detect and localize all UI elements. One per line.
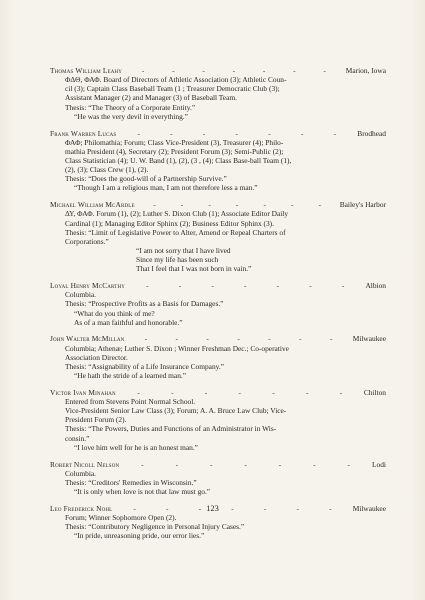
detail-line: President Forum (2).	[65, 415, 127, 425]
entry-heading	[50, 281, 386, 290]
page-number: 123	[206, 503, 219, 513]
leader-dashes	[116, 388, 364, 397]
dash: -	[305, 387, 309, 397]
dash: -	[263, 200, 266, 210]
dash: -	[299, 334, 302, 344]
dash: -	[231, 503, 234, 513]
detail-line: Thesis: “Prospective Profits as a Basis for Damages.”	[65, 299, 224, 309]
dash: -	[175, 459, 179, 469]
entry-heading	[50, 460, 386, 469]
dash: -	[272, 387, 275, 397]
hometown: Milwaukee	[352, 334, 386, 344]
dash: -	[209, 459, 213, 469]
entry-details	[50, 513, 386, 531]
detail-line: Thesis: “Assignability of a Life Insurance Company.”	[65, 361, 224, 371]
detail-line: Vice-President Senior Law Class (3); Forum; A. A. Bruce Law Club; Vice-	[65, 406, 287, 416]
student-name: Loyal Henry McCarthy	[50, 281, 125, 291]
detail-line: consin.”	[65, 433, 90, 443]
student-name: John Walter McMillan	[50, 334, 125, 344]
student-name: Frank Warren Lucas	[50, 128, 117, 138]
leader-dashes	[135, 200, 340, 209]
student-name: Thomas William Leahy	[50, 66, 123, 75]
student-name: Robert Nicoll Nelson	[50, 459, 120, 469]
dash: -	[175, 334, 178, 344]
dash: -	[208, 200, 211, 210]
motto-quote: As of a man faithful and honorable.”	[74, 317, 183, 327]
motto-quote: That I feel that I was not born in vain.”	[136, 264, 252, 274]
leader-dashes	[125, 281, 365, 290]
motto-quote: “What do you think of me?	[74, 308, 155, 318]
detail-line: Thesis: “Creditors' Remedies in Wisconsin.”	[65, 477, 197, 487]
entry-details	[50, 290, 386, 308]
dash: -	[137, 128, 140, 138]
motto-quote: “He hath the stride of a learned man.”	[74, 371, 187, 381]
detail-line: mathia President (4), Secretary (2); President Forum (3); Semi-Public (2);	[65, 146, 284, 156]
dash: -	[202, 128, 206, 138]
biography-entry	[50, 129, 386, 193]
detail-line: ΔΥ, ΦΑΦ. Forum (1), (2); Luther S. Dixon Club (1); Associate Editor Daily	[65, 209, 289, 219]
dash: -	[198, 503, 202, 513]
dash: -	[146, 281, 149, 291]
entry-heading	[50, 66, 386, 75]
entry-heading	[50, 388, 386, 397]
dash: -	[170, 128, 173, 138]
detail-line: ΦΔΘ, ΦΑΦ. Board of Directors of Athletic Association (3); Athletic Coun-	[65, 75, 287, 85]
dash: -	[347, 459, 350, 469]
dash: -	[237, 334, 240, 344]
dash: -	[202, 66, 205, 75]
detail-line: Class Statistician (4); U. W. Band (1), (2), (3 , (4); Class Base-ball Team (1),	[65, 156, 292, 165]
dash: -	[232, 66, 236, 75]
student-name: Michael William McArdle	[50, 200, 135, 210]
detail-line: Association Director.	[65, 352, 128, 362]
entry-details	[50, 138, 386, 184]
detail-line: Thesis: “Does the good-will of a Partnership Survive.”	[65, 174, 227, 184]
dash: -	[141, 66, 145, 75]
dash: -	[339, 387, 343, 397]
detail-line: Corporations.”	[65, 236, 109, 246]
biography-entry	[50, 281, 386, 327]
dash: -	[235, 200, 239, 210]
dash: -	[172, 66, 175, 75]
dash: -	[268, 128, 271, 138]
detail-line: Thesis: “The Powers, Duties and Functions of an Administrator in Wis-	[65, 424, 277, 434]
dash: -	[166, 503, 169, 513]
student-name: Victor Ivan Minahan	[50, 387, 116, 397]
entry-details	[50, 397, 386, 443]
detail-line: (2), (3); Class Crew (1), (2).	[65, 165, 149, 175]
hometown: Brodhead	[357, 128, 386, 138]
hometown: Lodi	[372, 459, 386, 469]
dash: -	[153, 200, 156, 210]
dash: -	[329, 503, 332, 513]
detail-line: cil (3); Captain Class Baseball Team (1 ; Treasurer Democratic Club (3);	[65, 84, 280, 94]
detail-line: Assistant Manager (2) and Manager (3) of Baseball Team.	[65, 93, 237, 103]
motto-quote: “It is only when love is not that law must go.”	[74, 486, 211, 496]
entry-details	[50, 469, 386, 487]
dash: -	[268, 334, 271, 344]
motto-quote: “Though I am a religious man, I am not therefore less a man.”	[74, 183, 258, 193]
motto-quote: “I love him well for he is an honest man.”	[74, 442, 198, 452]
dash: -	[243, 281, 247, 291]
entry-details	[50, 209, 386, 246]
hometown: Milwaukee	[352, 503, 386, 513]
detail-line: Thesis: “Contributory Negligence in Personal Injury Cases.”	[65, 522, 245, 532]
dash: -	[293, 66, 296, 75]
entry-details	[50, 344, 386, 371]
dash: -	[235, 128, 239, 138]
biography-entry	[50, 66, 386, 121]
dash: -	[276, 281, 280, 291]
dash: -	[180, 200, 184, 210]
dash: -	[171, 387, 174, 397]
dash: -	[178, 281, 182, 291]
hometown: Albion	[365, 281, 386, 291]
entry-list	[50, 66, 386, 548]
detail-line: Columbia.	[65, 290, 96, 300]
dash: -	[141, 459, 144, 469]
leader-dashes	[119, 460, 372, 469]
biography-entry	[50, 460, 386, 497]
dash: -	[262, 66, 266, 75]
dash: -	[204, 387, 208, 397]
dash: -	[133, 503, 136, 513]
motto-quote: “I am not sorry that I have lived	[136, 246, 231, 255]
detail-line: Cardinal (1); Managing Editor Sphinx (2); Business Editor Sphinx (3).	[65, 218, 274, 228]
student-name: Leo Frederick Nohl	[50, 503, 113, 513]
motto-quote: “In pride, unreasoning pride, our error lies.”	[74, 531, 205, 541]
dash: -	[318, 200, 322, 210]
leader-dashes	[116, 129, 357, 138]
detail-line: ΦΑΦ; Philomathia; Forum; Class Vice-President (3), Treasurer (4); Philo-	[65, 137, 284, 147]
dash: -	[291, 200, 294, 210]
leader-dashes	[124, 334, 352, 343]
dash: -	[341, 281, 345, 291]
dash: -	[323, 66, 326, 75]
dash: -	[313, 459, 316, 469]
dash: -	[333, 128, 337, 138]
detail-line: Columbia; Athenæ; Luther S. Dixon ; Winner Freshman Dec.; Co-operative	[65, 343, 289, 353]
biography-entry	[50, 200, 386, 273]
dash: -	[263, 503, 267, 513]
biography-entry	[50, 334, 386, 380]
dash: -	[278, 459, 282, 469]
dash: -	[300, 128, 304, 138]
leader-dashes	[122, 66, 346, 75]
entry-details	[50, 75, 386, 112]
entry-heading	[50, 129, 386, 138]
detail-line: Entered from Stevens Point Normal School.	[65, 396, 196, 406]
motto-quote: Since my life has been such	[136, 255, 219, 265]
motto-quote: “He was the very devil in everything.”	[74, 111, 188, 121]
biography-entry	[50, 388, 386, 452]
dash: -	[296, 503, 299, 513]
dash: -	[211, 281, 214, 291]
dash: -	[330, 334, 333, 344]
dash: -	[144, 334, 148, 344]
detail-line: Columbia.	[65, 468, 96, 478]
detail-line: Forum; Winner Sophomore Open (2).	[65, 512, 177, 522]
dash: -	[244, 459, 247, 469]
hometown: Marion, Iowa	[345, 66, 386, 75]
dash: -	[238, 387, 241, 397]
hometown: Chilton	[363, 387, 386, 397]
entry-heading	[50, 334, 386, 343]
dash: -	[137, 387, 140, 397]
detail-line: Thesis: “Limit of Legislative Power to Alter, Amend or Repeal Charters of	[65, 227, 286, 237]
entry-heading	[50, 200, 386, 209]
thesis-line: Thesis: “The Theory of a Corporate Entity.”	[65, 102, 196, 112]
dash: -	[309, 281, 312, 291]
dash: -	[206, 334, 209, 344]
hometown: Bailey's Harbor	[339, 200, 386, 210]
